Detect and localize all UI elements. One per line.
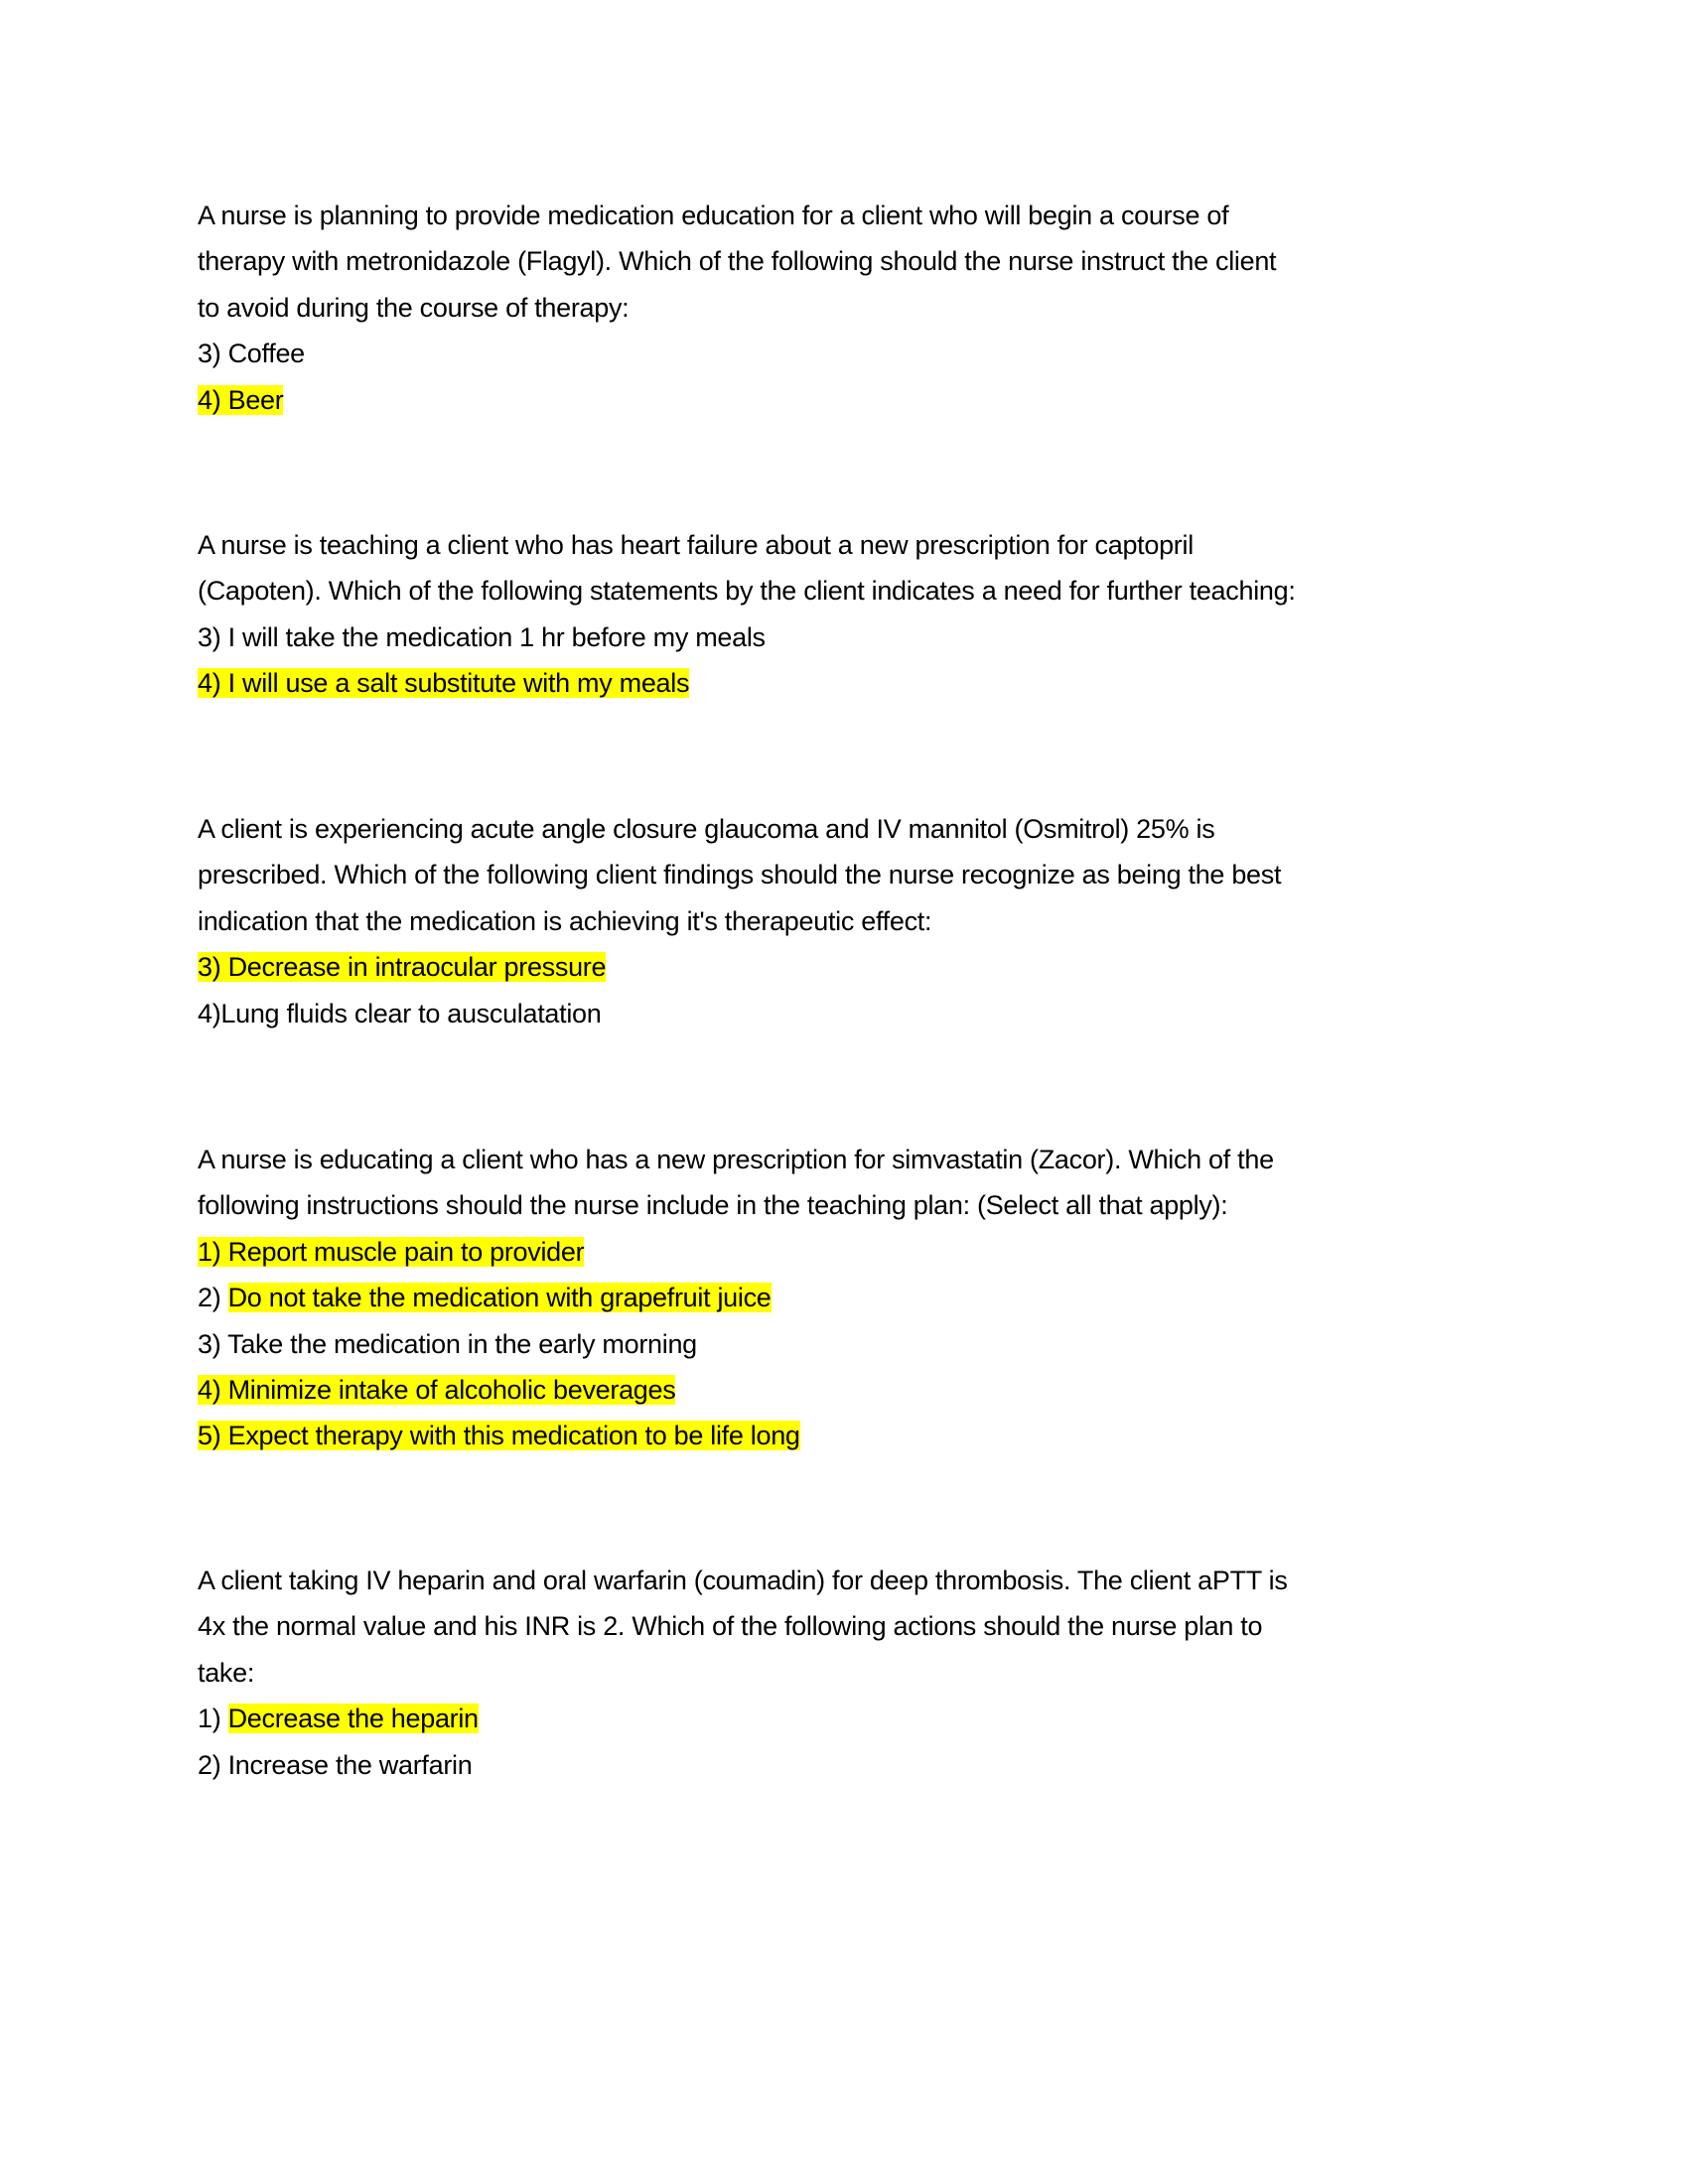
question-block (198, 1558, 1508, 1788)
highlighted-answer: Do not take the medication with grapefruit juice (227, 1283, 772, 1313)
option-text: 4)Lung fluids clear to ausculatation (198, 998, 602, 1028)
answer-option (198, 1321, 1508, 1367)
highlighted-answer: 5) Expect therapy with this medication to be life long (198, 1421, 800, 1451)
highlighted-answer: 1) Report muscle pain to provider (198, 1236, 585, 1267)
question-text-line: to avoid during the course of therapy: (198, 292, 630, 323)
highlighted-answer: 4) Beer (198, 384, 284, 415)
question-text-line: indication that the medication is achieving it's therapeutic effect: (198, 905, 932, 936)
question-text-line: prescribed. Which of the following client findings should the nurse recognize as being the best (198, 860, 1282, 890)
highlighted-answer: 4) Minimize intake of alcoholic beverages (198, 1374, 676, 1405)
answer-option (198, 1229, 1508, 1275)
question-text-line: following instructions should the nurse include in the teaching plan: (Select all that apply): (198, 1190, 1228, 1221)
answer-option (198, 377, 1508, 423)
option-prefix: 1) (198, 1704, 228, 1734)
question-block (198, 806, 1508, 1036)
question-text-line: A nurse is teaching a client who has heart failure about a new prescription for captopril (198, 530, 1194, 560)
answer-option (198, 1275, 1508, 1320)
answer-option (198, 660, 1508, 706)
answer-option (198, 1742, 1508, 1788)
answer-option (198, 1413, 1508, 1458)
option-text: 3) I will take the medication 1 hr before my meals (198, 621, 766, 652)
question-text-line: A client taking IV heparin and oral warfarin (coumadin) for deep thrombosis. The client aPTT is (198, 1566, 1288, 1595)
answer-option (198, 1696, 1508, 1741)
question-text-line: take: (198, 1657, 255, 1688)
answer-option (198, 614, 1508, 660)
answer-option (198, 944, 1508, 990)
question-block (198, 1137, 1508, 1459)
option-prefix: 2) (198, 1283, 228, 1313)
question-text-line: (Capoten). Which of the following statements by the client indicates a need for further teaching: (198, 576, 1296, 607)
answer-option (198, 331, 1508, 376)
question-block (198, 193, 1508, 423)
question-block (198, 522, 1508, 707)
option-text: 2) Increase the warfarin (198, 1749, 473, 1780)
option-text: 3) Take the medication in the early morning (198, 1328, 697, 1359)
question-text-line: A client is experiencing acute angle closure glaucoma and IV mannitol (Osmitrol) 25% is (198, 814, 1215, 844)
option-text: 3) Coffee (198, 339, 305, 369)
highlighted-answer: Decrease the heparin (227, 1704, 479, 1734)
highlighted-answer: 3) Decrease in intraocular pressure (198, 952, 607, 983)
answer-option (198, 991, 1508, 1036)
question-text-line: A nurse is educating a client who has a new prescription for simvastatin (Zacor). Which of the (198, 1145, 1274, 1174)
question-text-line: therapy with metronidazole (Flagyl). Which of the following should the nurse instruct the client (198, 246, 1277, 277)
answer-option (198, 1367, 1508, 1413)
question-text-line: 4x the normal value and his INR is 2. Which of the following actions should the nurse plan to (198, 1611, 1263, 1642)
question-text-line: A nurse is planning to provide medication education for a client who will begin a course of (198, 201, 1229, 230)
highlighted-answer: 4) I will use a salt substitute with my meals (198, 668, 690, 699)
